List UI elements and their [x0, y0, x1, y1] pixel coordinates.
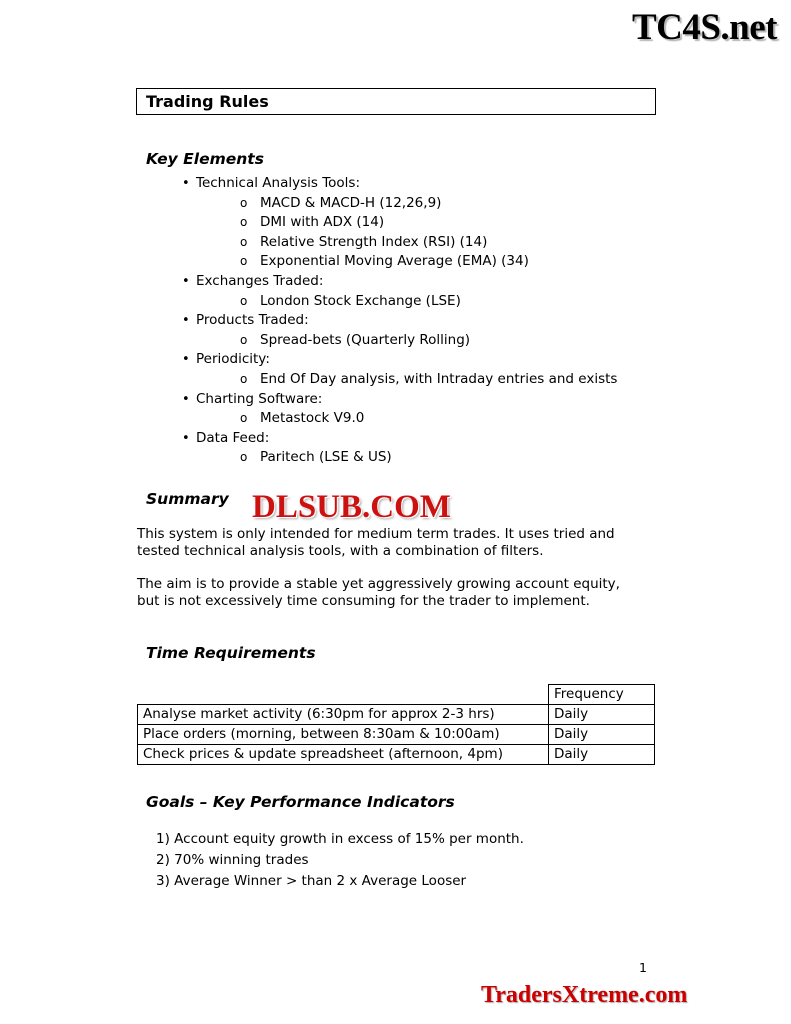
document-title-box	[136, 88, 656, 115]
bullet-disc-icon: •	[182, 352, 190, 368]
list-item	[240, 409, 658, 429]
list-item	[240, 252, 658, 272]
spacer	[136, 514, 658, 526]
document-content	[136, 150, 658, 892]
list-item: 1) Account equity growth in excess of 15% per month.	[156, 830, 524, 847]
table-cell-frequency: Daily	[549, 704, 655, 724]
list-item	[182, 429, 658, 468]
bullet-circle-icon: o	[240, 293, 248, 308]
spacer	[136, 668, 658, 680]
list-item	[240, 370, 658, 390]
table-header-row	[138, 684, 655, 704]
site-logo: TC4S.net	[631, 7, 777, 48]
sub-list	[196, 409, 658, 429]
page-title: Trading Rules	[146, 92, 269, 111]
bullet-circle-icon: o	[240, 411, 248, 426]
spacer	[136, 765, 658, 793]
bullet-circle-icon: o	[240, 215, 248, 230]
list-item	[240, 292, 658, 312]
section-heading-summary: Summary	[146, 489, 229, 508]
summary-paragraph-2: The aim is to provide a stable yet aggressively growing account equity, but is not excessively time consuming for the trader to implement.	[137, 575, 620, 610]
spacer	[136, 468, 658, 490]
spacer	[136, 817, 658, 829]
list-item	[240, 331, 658, 351]
list-item-label: Relative Strength Index (RSI) (14)	[260, 233, 488, 250]
bullet-circle-icon: o	[240, 332, 248, 347]
list-item-label: Spread-bets (Quarterly Rolling)	[260, 331, 471, 348]
list-item	[240, 448, 658, 468]
table-row	[138, 744, 655, 764]
table-cell-task: Analyse market activity (6:30pm for approx 2-3 hrs)	[138, 704, 549, 724]
table-cell-frequency: Daily	[549, 724, 655, 744]
list-item	[240, 194, 658, 214]
bullet-circle-icon: o	[240, 195, 248, 210]
section-heading-key-elements: Key Elements	[146, 150, 264, 168]
list-item-label: MACD & MACD-H (12,26,9)	[260, 194, 442, 211]
spacer	[136, 626, 658, 644]
list-item-label: End Of Day analysis, with Intraday entries and exists	[260, 370, 618, 387]
table-header-frequency: Frequency	[549, 684, 655, 704]
table-cell-task: Place orders (morning, between 8:30am & 10:00am)	[138, 724, 549, 744]
list-item-label: Periodicity:	[196, 351, 270, 368]
bullet-disc-icon: •	[182, 313, 190, 329]
sub-list	[196, 194, 658, 272]
table-row	[138, 704, 655, 724]
table-cell-frequency: Daily	[549, 744, 655, 764]
bullet-disc-icon: •	[182, 391, 190, 407]
bullet-circle-icon: o	[240, 450, 248, 465]
page-number: 1	[639, 960, 647, 975]
sub-list	[196, 292, 658, 312]
table-cell-task: Check prices & update spreadsheet (afternoon, 4pm)	[138, 744, 549, 764]
list-item-label: Technical Analysis Tools:	[196, 175, 360, 191]
watermark: DLSUB.COM	[252, 489, 451, 525]
time-requirements-table	[137, 684, 655, 765]
list-item	[240, 213, 658, 233]
section-heading-time-requirements: Time Requirements	[146, 643, 316, 662]
bullet-disc-icon: •	[182, 176, 190, 191]
list-item: 3) Average Winner > than 2 x Average Looser	[156, 872, 467, 889]
list-item: 2) 70% winning trades	[156, 851, 309, 868]
list-item-label: Products Traded:	[196, 312, 309, 329]
footer-logo: TradersXtreme.com	[481, 982, 688, 1008]
list-item-label: DMI with ADX (14)	[260, 214, 385, 231]
list-item	[182, 311, 658, 350]
list-item	[240, 233, 658, 253]
list-item	[182, 272, 658, 311]
sub-list	[196, 331, 658, 351]
list-item-label: Exchanges Traded:	[196, 272, 324, 289]
sub-list	[196, 448, 658, 468]
list-item	[182, 390, 658, 429]
bullet-circle-icon: o	[240, 371, 248, 386]
bullet-circle-icon: o	[240, 234, 248, 249]
list-item-label: London Stock Exchange (LSE)	[260, 292, 461, 309]
bullet-circle-icon: o	[240, 254, 248, 269]
summary-paragraph-1: This system is only intended for medium term trades. It uses tried and tested technical analysis tools, with a combination of filters.	[137, 525, 615, 560]
goals-list	[136, 829, 658, 892]
table-row	[138, 724, 655, 744]
table-header-blank	[138, 684, 549, 704]
list-item-label: Exponential Moving Average (EMA) (34)	[260, 253, 529, 270]
list-item-label: Charting Software:	[196, 390, 323, 407]
list-item-label: Data Feed:	[196, 429, 270, 446]
list-item-label: Paritech (LSE & US)	[260, 449, 392, 466]
key-elements-list	[136, 174, 658, 468]
sub-list	[196, 370, 658, 390]
list-item	[182, 174, 658, 272]
list-item	[182, 350, 658, 389]
list-item-label: Metastock V9.0	[260, 410, 365, 427]
bullet-disc-icon: •	[182, 273, 190, 289]
section-heading-goals: Goals – Key Performance Indicators	[146, 792, 455, 811]
bullet-disc-icon: •	[182, 430, 190, 446]
